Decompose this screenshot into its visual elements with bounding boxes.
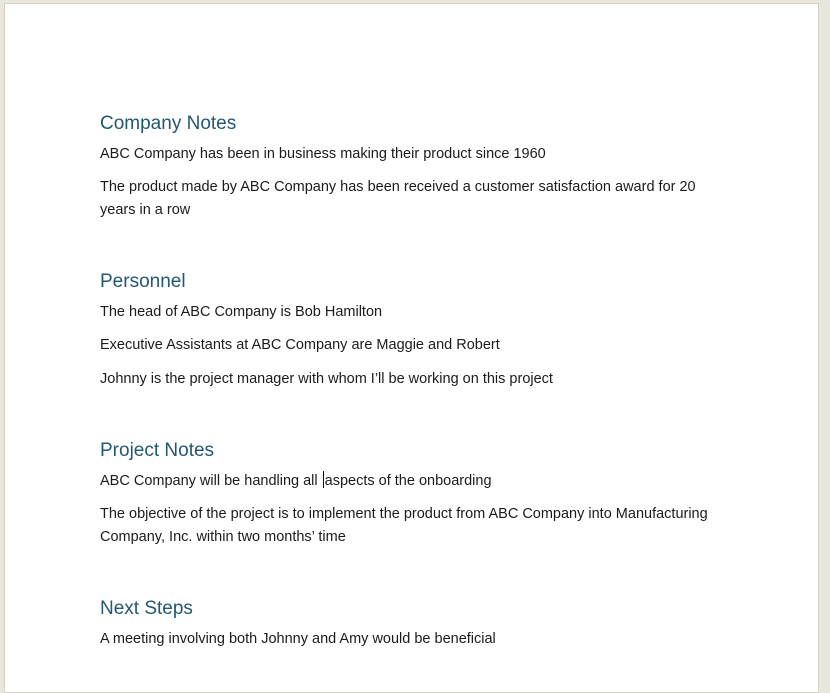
paragraph[interactable]: A meeting involving both Johnny and Amy would be beneficial: [100, 631, 496, 647]
text-before-caret: ABC Company will be handling all: [100, 473, 322, 489]
text-caret: [323, 471, 324, 488]
paragraph[interactable]: The objective of the project is to implement the product from ABC Company into Manufacturing Company, Inc. within two months’ time: [100, 506, 708, 545]
heading-next-steps[interactable]: Next Steps: [100, 598, 193, 619]
paragraph-with-caret[interactable]: [100, 470, 720, 493]
text-after-caret: aspects of the onboarding: [324, 473, 492, 489]
paragraph[interactable]: Executive Assistants at ABC Company are Maggie and Robert: [100, 337, 500, 353]
paragraph[interactable]: The head of ABC Company is Bob Hamilton: [100, 304, 383, 320]
paragraph[interactable]: The product made by ABC Company has been received a customer satisfaction award for 20 years in a row: [100, 179, 696, 218]
document-page[interactable]: [4, 3, 819, 693]
heading-project-notes[interactable]: Project Notes: [100, 440, 215, 461]
paragraph[interactable]: Johnny is the project manager with whom I’ll be working on this project: [100, 371, 553, 387]
heading-personnel[interactable]: Personnel: [100, 271, 186, 292]
heading-company-notes[interactable]: Company Notes: [100, 113, 237, 134]
paragraph[interactable]: ABC Company has been in business making their product since 1960: [100, 146, 546, 162]
